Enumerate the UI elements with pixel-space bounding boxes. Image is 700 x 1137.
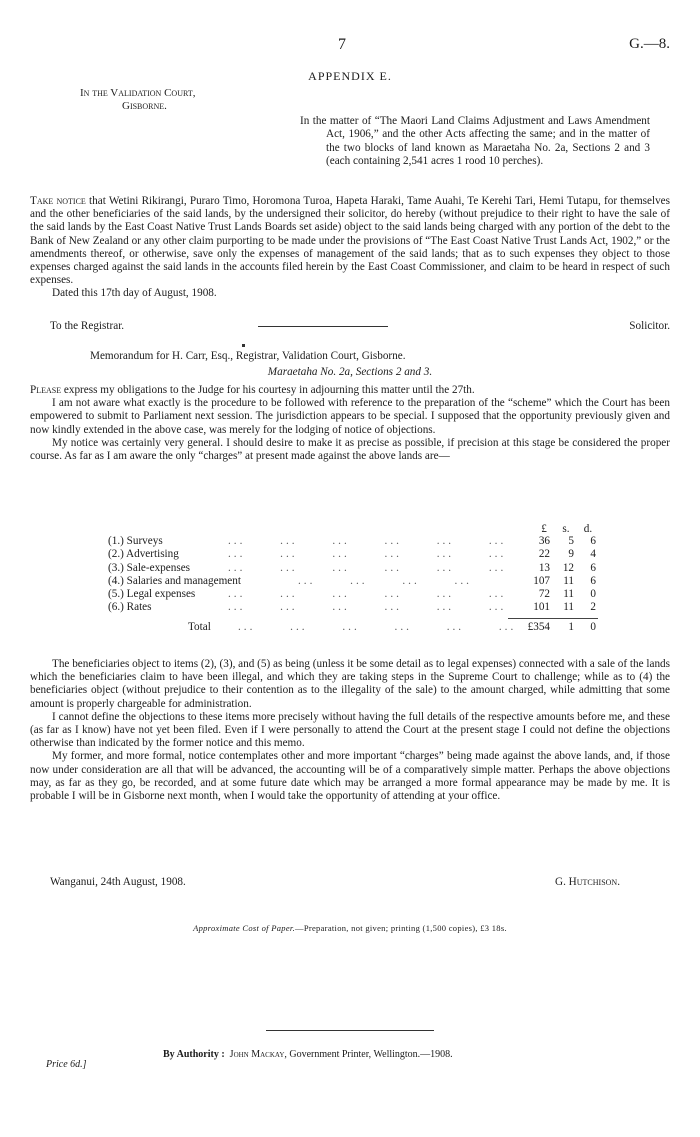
pence-value: 6 — [590, 535, 596, 547]
table-row — [108, 548, 598, 561]
pence-value: 0 — [590, 588, 596, 601]
ink-mark — [242, 344, 245, 347]
total-amount — [506, 621, 598, 634]
leader-dots: ... ... ... ... ... ... — [228, 561, 507, 574]
memo-paragraph-1-text: express my obligations to the Judge for his courtesy in adjourning this matter until the 27th. — [61, 384, 475, 396]
memo-paragraph-1 — [30, 384, 670, 397]
cost-note-text: —Preparation, not given; printing (1,500 copies), £3 18s. — [295, 923, 507, 933]
charge-amount — [518, 588, 598, 601]
total-rule — [508, 618, 598, 619]
charge-amount — [518, 548, 598, 561]
table-row — [108, 535, 598, 548]
pounds-value: 22 — [538, 548, 550, 561]
objections-paragraph-3: My former, and more formal, notice contemplates other and more important “charges” being made against the above lands, and, if those now under consideration are all that will be advanced, the accounting will be of a comparatively simple matter. Perhaps the above objections may, as far as they go, be recorded, and at some future date which may be arranged a more formal appearance may be made by me. It is probable I will be in Gisborne next month, when I would take the opportunity of attending at your office. — [30, 750, 670, 803]
matter-text: In the matter of “The Maori Land Claims Adjustment and Laws Amendment Act, 1906,” and the other Acts affecting the same; and in the matter of the two blocks of land known as Maraetaha No. 2a, Sections 2 and 3 (each containing 2,541 acres 1 rood 10 perches). — [300, 115, 650, 167]
pounds-value: 101 — [533, 601, 550, 614]
authority-suffix: , Government Printer, Wellington.—1908. — [284, 1049, 453, 1060]
objections-paragraph-2: I cannot define the objections to these items more precisely without having the full details of the respective amounts before me, and these (as far as I know) have not yet been filed. Even if I were personally to attend the Court at the present stage I could not define the objections otherwise than indicated by the former notice and this memo. — [30, 710, 670, 750]
charge-amount — [518, 601, 598, 614]
notice-dated: Dated this 17th day of August, 1908. — [52, 287, 217, 300]
table-row — [108, 601, 598, 614]
page-number: 7 — [338, 36, 346, 53]
notice-text: that Wetini Rikirangi, Puraro Timo, Horomona Turoa, Hapeta Haraki, Tame Auahi, Te Kerehi Tari, Hemi Tutapu, for themselves and the other beneficiaries of the said lands, by the undersigned their solicitor, do hereby (without prejudice to their right to have the sale of the said lands by the East Coast Native Trust Lands Boards set aside) object to the said lands being charged with any portion of the debt to the Bank of New Zealand or any other claim purporting to be made under the provisions of “The East Coast Native Trust Lands Act, 1902,” or the amendments thereof, or otherwise, save only the expenses of management of the said lands; that as to such expenses they object to those expenses charged against the said lands in the accounts filed herein by the East Coast Commissioner, and claim to be heard in respect of such expenses. — [30, 195, 670, 287]
shillings-value: 5 — [568, 535, 574, 547]
solicitor-label: Solicitor. — [629, 320, 670, 332]
cost-note-label: Approximate Cost of Paper. — [193, 923, 296, 933]
pounds-value: 36 — [538, 535, 550, 547]
total-label: Total — [188, 620, 211, 633]
objections-paragraph-1: The beneficiaries object to items (2), (3), and (5) as being (unless it be some detail as to legal expenses) connected with a sale of the lands which the beneficiaries claim to have been illegal, and which they are taking steps in the Supreme Court to challenge; while as to (4) the beneficiaries object (without prejudice to their contention as to the illegality of the sale) to the amount charged, while admitting that some amount is properly chargeable for administration. — [30, 658, 670, 710]
charge-label: (2.) Advertising — [108, 548, 179, 561]
pounds-value: 107 — [533, 574, 550, 587]
pence-value: 6 — [590, 561, 596, 574]
total-pence: 0 — [590, 620, 596, 633]
memo-paragraph-3: My notice was certainly very general. I should desire to make it as precise as possible, if precision at this stage be considered the proper course. As far as I am aware the only “charges” at present made against the above lands are— — [30, 436, 670, 463]
leader-dots: ... ... ... ... ... ... — [228, 601, 507, 614]
leader-dots: ... ... ... ... ... ... — [228, 548, 507, 561]
registrar-addressee: To the Registrar. — [50, 320, 125, 332]
leader-dots: ... ... ... ... ... ... — [228, 588, 507, 601]
total-pounds: £354 — [527, 620, 550, 633]
pence-header: d. — [583, 523, 593, 535]
shillings-value: 11 — [563, 574, 574, 587]
memo-subheading: Maraetaha No. 2a, Sections 2 and 3. — [267, 366, 433, 378]
signature-row — [50, 876, 620, 890]
pence-value: 4 — [590, 548, 596, 561]
pounds-value: 72 — [538, 588, 550, 601]
shillings-value: 11 — [563, 601, 574, 614]
printer-name: John Mackay — [229, 1049, 285, 1060]
pence-value: 2 — [590, 601, 596, 614]
notice-lead: Take notice — [30, 195, 86, 207]
shillings-value: 11 — [563, 588, 574, 601]
charge-amount — [518, 575, 598, 588]
shillings-value: 12 — [562, 561, 574, 574]
charge-label: (1.) Surveys — [108, 535, 163, 547]
pounds-value: 13 — [538, 561, 550, 574]
cost-note — [0, 922, 700, 935]
charges-table — [108, 523, 598, 635]
charge-amount — [518, 535, 598, 548]
memo-lead: Please — [30, 384, 62, 396]
notice-paragraph — [30, 195, 670, 287]
leader-dots: ... ... ... ... ... ... — [238, 620, 517, 633]
shillings-value: 9 — [568, 548, 574, 561]
total-shillings: 1 — [568, 620, 574, 633]
charge-label: (3.) Sale-expenses — [108, 561, 191, 574]
table-row — [108, 588, 598, 601]
printer-authority — [163, 1048, 453, 1061]
leader-dots: ... ... ... ... — [298, 574, 472, 587]
footer-rule — [266, 1030, 434, 1031]
memo-paragraph-2: I am not aware what exactly is the procedure to be followed with reference to the preparation of the “scheme” which the Court has been empowered to submit to Parliament next session. The jurisdiction appears to be special. I supposed that the opportunity previously given and now kindly extended in the above case, was merely for the lodging of notice of objections. — [30, 397, 670, 436]
total-row — [108, 621, 598, 635]
court-heading — [80, 87, 195, 113]
leader-dots: ... ... ... ... ... ... — [228, 535, 507, 547]
signer-name: G. Hutchison. — [555, 876, 620, 888]
appendix-title: APPENDIX E. — [308, 69, 392, 83]
objections-section — [30, 658, 670, 803]
notice-section — [30, 195, 670, 301]
separator-rule — [258, 326, 388, 327]
table-row — [108, 575, 598, 588]
charge-label: (4.) Salaries and management — [108, 574, 241, 587]
place-date: Wanganui, 24th August, 1908. — [50, 876, 186, 888]
shillings-header: s. — [562, 523, 570, 535]
court-name: In the Validation Court, — [80, 87, 196, 99]
price-label: Price 6d.] — [46, 1059, 87, 1070]
charge-amount — [518, 562, 598, 575]
charge-label: (6.) Rates — [108, 601, 152, 614]
pounds-header: £ — [541, 523, 547, 535]
authority-prefix: By Authority : — [163, 1049, 225, 1060]
memo-body — [30, 384, 670, 463]
registrar-row — [50, 320, 670, 334]
series-code: G.—8. — [629, 36, 670, 52]
matter-heading — [300, 115, 650, 168]
table-row — [108, 562, 598, 575]
pence-value: 6 — [590, 574, 596, 587]
memo-heading: Memorandum for H. Carr, Esq., Registrar, Validation Court, Gisborne. — [90, 350, 406, 362]
charge-label: (5.) Legal expenses — [108, 588, 196, 601]
court-location: Gisborne. — [122, 100, 167, 112]
